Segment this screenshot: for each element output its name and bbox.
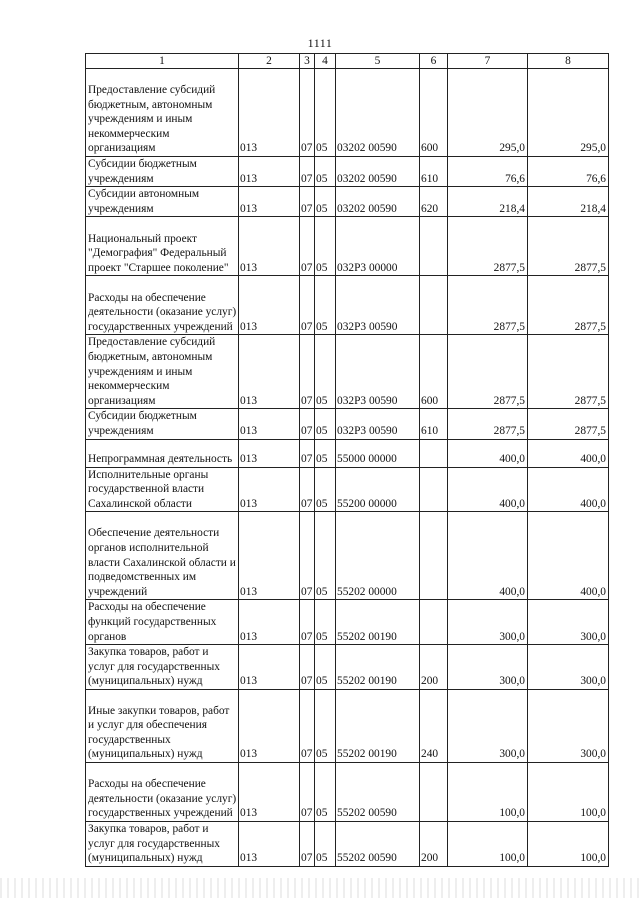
table-cell-amount-col8: 2877,5: [528, 217, 609, 276]
table-row: [86, 762, 609, 821]
table-cell-section: 07: [300, 821, 315, 866]
table-cell-amount-col7: 100,0: [448, 762, 528, 821]
table-cell-name: Закупка товаров, работ и услуг для государственных (муниципальных) нужд: [86, 821, 239, 866]
table-cell-target-article: 55000 00000: [336, 439, 420, 467]
table-cell-expense-type: [420, 276, 448, 335]
table-cell-admin-code: 013: [239, 467, 300, 512]
table-cell-subsection: 05: [315, 187, 336, 217]
table-cell-name: Исполнительные органы государственной власти Сахалинской области: [86, 467, 239, 512]
table-row: [86, 69, 609, 157]
table-cell-target-article: 55202 00000: [336, 512, 420, 600]
table-cell-section: 07: [300, 157, 315, 187]
table-cell-amount-col8: 2877,5: [528, 335, 609, 409]
table-cell-expense-type: 620: [420, 187, 448, 217]
table-cell-target-article: 55200 00000: [336, 467, 420, 512]
table-cell-expense-type: [420, 512, 448, 600]
table-cell-admin-code: 013: [239, 821, 300, 866]
table-cell-name: Субсидии бюджетным учреждениям: [86, 157, 239, 187]
table-cell-expense-type: [420, 439, 448, 467]
table-cell-section: 07: [300, 689, 315, 762]
table-cell-subsection: 05: [315, 157, 336, 187]
table-cell-subsection: 05: [315, 821, 336, 866]
table-row: [86, 439, 609, 467]
table-cell-subsection: 05: [315, 409, 336, 439]
table-cell-section: 07: [300, 335, 315, 409]
table-cell-subsection: 05: [315, 689, 336, 762]
table-cell-section: 07: [300, 439, 315, 467]
table-cell-target-article: 55202 00190: [336, 600, 420, 645]
table-cell-amount-col8: 400,0: [528, 467, 609, 512]
table-cell-amount-col7: 295,0: [448, 69, 528, 157]
table-cell-admin-code: 013: [239, 600, 300, 645]
table-cell-target-article: 55202 00190: [336, 645, 420, 690]
table-cell-name: Национальный проект "Демография" Федеральный проект "Старшее поколение": [86, 217, 239, 276]
table-cell-target-article: 032P3 00000: [336, 217, 420, 276]
table-cell-target-article: 55202 00590: [336, 762, 420, 821]
table-cell-name: Непрограммная деятельность: [86, 439, 239, 467]
table-cell-amount-col7: 2877,5: [448, 217, 528, 276]
table-cell-amount-col8: 300,0: [528, 689, 609, 762]
table-cell-subsection: 05: [315, 276, 336, 335]
table-cell-target-article: 55202 00190: [336, 689, 420, 762]
table-cell-amount-col8: 100,0: [528, 821, 609, 866]
table-cell-expense-type: 610: [420, 157, 448, 187]
table-cell-admin-code: 013: [239, 645, 300, 690]
table-cell-admin-code: 013: [239, 335, 300, 409]
table-cell-admin-code: 013: [239, 187, 300, 217]
table-cell-amount-col7: 218,4: [448, 187, 528, 217]
table-cell-admin-code: 013: [239, 439, 300, 467]
table-cell-expense-type: 600: [420, 69, 448, 157]
table-cell-admin-code: 013: [239, 512, 300, 600]
table-cell-name: Закупка товаров, работ и услуг для государственных (муниципальных) нужд: [86, 645, 239, 690]
table-cell-section: 07: [300, 645, 315, 690]
table-row: [86, 821, 609, 866]
table-cell-name: Расходы на обеспечение деятельности (оказание услуг) государственных учреждений: [86, 762, 239, 821]
table-cell-name: Субсидии автономным учреждениям: [86, 187, 239, 217]
table-row: [86, 335, 609, 409]
table-row: [86, 600, 609, 645]
column-header: 4: [315, 54, 336, 69]
table-cell-amount-col7: 300,0: [448, 645, 528, 690]
table-cell-target-article: 032P3 00590: [336, 335, 420, 409]
table-cell-target-article: 03202 00590: [336, 69, 420, 157]
table-cell-subsection: 05: [315, 600, 336, 645]
table-cell-admin-code: 013: [239, 409, 300, 439]
table-cell-name: Предоставление субсидий бюджетным, автономным учреждениям и иным некоммерческим организациям: [86, 69, 239, 157]
table-cell-name: Обеспечение деятельности органов исполнительной власти Сахалинской области и подведомственных им учреждений: [86, 512, 239, 600]
table-row: [86, 467, 609, 512]
column-header: 2: [239, 54, 300, 69]
table-cell-subsection: 05: [315, 439, 336, 467]
table-row: [86, 187, 609, 217]
column-header: 7: [448, 54, 528, 69]
table-cell-expense-type: 200: [420, 821, 448, 866]
table-cell-subsection: 05: [315, 467, 336, 512]
table-cell-expense-type: 600: [420, 335, 448, 409]
table-cell-section: 07: [300, 762, 315, 821]
table-cell-section: 07: [300, 409, 315, 439]
table-cell-name: Предоставление субсидий бюджетным, автономным учреждениям и иным некоммерческим организациям: [86, 335, 239, 409]
table-cell-amount-col8: 300,0: [528, 600, 609, 645]
scan-noise-strip: [0, 878, 640, 898]
table-cell-amount-col7: 76,6: [448, 157, 528, 187]
table-cell-admin-code: 013: [239, 157, 300, 187]
table-cell-amount-col8: 300,0: [528, 645, 609, 690]
table-cell-target-article: 03202 00590: [336, 187, 420, 217]
table-cell-target-article: 55202 00590: [336, 821, 420, 866]
table-cell-amount-col8: 400,0: [528, 439, 609, 467]
table-cell-section: 07: [300, 217, 315, 276]
table-cell-target-article: 032P3 00590: [336, 276, 420, 335]
table-cell-amount-col8: 2877,5: [528, 276, 609, 335]
table-cell-amount-col7: 400,0: [448, 467, 528, 512]
table-cell-subsection: 05: [315, 335, 336, 409]
table-cell-amount-col8: 76,6: [528, 157, 609, 187]
table-cell-section: 07: [300, 187, 315, 217]
header-row: [86, 54, 609, 69]
table-cell-expense-type: 610: [420, 409, 448, 439]
column-header: 1: [86, 54, 239, 69]
table-cell-section: 07: [300, 276, 315, 335]
table-cell-amount-col7: 400,0: [448, 512, 528, 600]
table-cell-section: 07: [300, 69, 315, 157]
column-header: 6: [420, 54, 448, 69]
table-cell-amount-col7: 300,0: [448, 600, 528, 645]
page-number: 1111: [307, 36, 333, 50]
table-cell-name: Иные закупки товаров, работ и услуг для обеспечения государственных (муниципальных) нужд: [86, 689, 239, 762]
table-cell-amount-col8: 400,0: [528, 512, 609, 600]
table-cell-subsection: 05: [315, 512, 336, 600]
table-cell-admin-code: 013: [239, 276, 300, 335]
table-cell-amount-col7: 2877,5: [448, 276, 528, 335]
table-cell-name: Расходы на обеспечение функций государственных органов: [86, 600, 239, 645]
table-row: [86, 157, 609, 187]
table-row: [86, 276, 609, 335]
column-header: 3: [300, 54, 315, 69]
table-row: [86, 512, 609, 600]
table-cell-name: Субсидии бюджетным учреждениям: [86, 409, 239, 439]
table-cell-expense-type: 240: [420, 689, 448, 762]
column-header: 5: [336, 54, 420, 69]
table-cell-expense-type: [420, 467, 448, 512]
table-cell-section: 07: [300, 467, 315, 512]
table-cell-section: 07: [300, 512, 315, 600]
table-cell-expense-type: [420, 600, 448, 645]
table-cell-amount-col8: 2877,5: [528, 409, 609, 439]
table-row: [86, 217, 609, 276]
table-cell-target-article: 032P3 00590: [336, 409, 420, 439]
table-cell-amount-col7: 300,0: [448, 689, 528, 762]
table-cell-section: 07: [300, 600, 315, 645]
table-cell-name: Расходы на обеспечение деятельности (оказание услуг) государственных учреждений: [86, 276, 239, 335]
table-row: [86, 409, 609, 439]
table-row: [86, 645, 609, 690]
table-cell-subsection: 05: [315, 645, 336, 690]
table-cell-subsection: 05: [315, 217, 336, 276]
table-cell-expense-type: 200: [420, 645, 448, 690]
table-row: [86, 689, 609, 762]
table-cell-expense-type: [420, 762, 448, 821]
table-cell-admin-code: 013: [239, 689, 300, 762]
column-header: 8: [528, 54, 609, 69]
table-cell-admin-code: 013: [239, 217, 300, 276]
table-cell-amount-col8: 100,0: [528, 762, 609, 821]
table-cell-amount-col7: 400,0: [448, 439, 528, 467]
table-cell-amount-col7: 2877,5: [448, 335, 528, 409]
table-cell-admin-code: 013: [239, 69, 300, 157]
table-cell-subsection: 05: [315, 762, 336, 821]
table-cell-target-article: 03202 00590: [336, 157, 420, 187]
table-cell-amount-col8: 295,0: [528, 69, 609, 157]
budget-table: [85, 53, 609, 867]
table-cell-amount-col7: 100,0: [448, 821, 528, 866]
table-cell-expense-type: [420, 217, 448, 276]
table-cell-subsection: 05: [315, 69, 336, 157]
table-cell-amount-col7: 2877,5: [448, 409, 528, 439]
table-cell-amount-col8: 218,4: [528, 187, 609, 217]
table-cell-admin-code: 013: [239, 762, 300, 821]
